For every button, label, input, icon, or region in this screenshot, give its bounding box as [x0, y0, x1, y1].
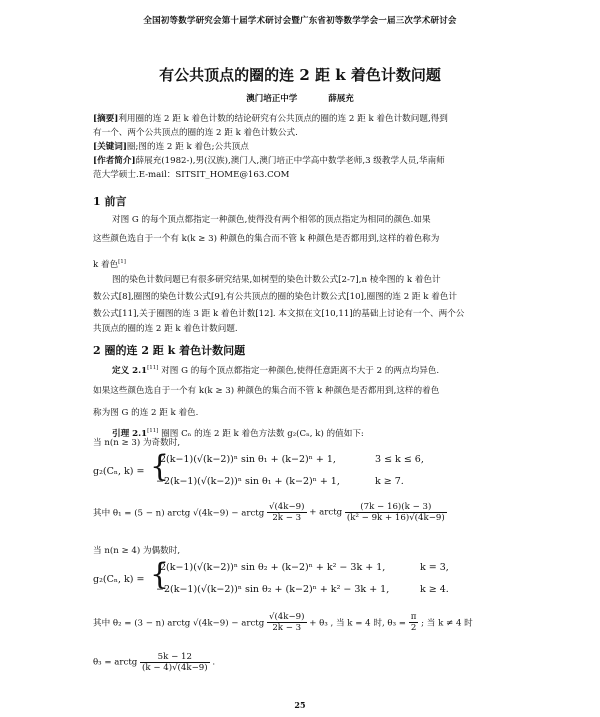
- author-affiliation: 澳门培正中学: [246, 94, 298, 104]
- lemma-label: 引理 2.1: [112, 428, 148, 439]
- theta1-frac1-den: 2k − 3: [272, 513, 302, 523]
- pi-num: π: [410, 612, 417, 622]
- k-coloring-term: k 着色: [93, 259, 119, 270]
- definition-line-1: [112, 361, 509, 378]
- paper-title: 有公共顶点的圈的连 2 距 k 着色计数问题: [159, 66, 441, 84]
- author-info-text-1: 薛展充(1982-),男(汉族),澳门人,澳门培正中学高中数学老师,3 级教学人员,华南师: [135, 156, 445, 166]
- even-formula-case-1: 2(k−1)(√(k−2))ⁿ sin θ₂ + (k−2)ⁿ + k² − 3k + 1,: [160, 562, 386, 573]
- even-case-line: 当 n(n ≥ 4) 为偶数时,: [93, 546, 181, 556]
- theta2-suffix: + θ₃ , 当 k = 4 时, θ₃ =: [309, 618, 406, 629]
- theta3-definition: θ₃ = arctg $\frac{5k - 12}{(k - 4)√(4k-9)}$ .: [93, 652, 216, 673]
- section-1-para-2-line-3: 数公式[11],关于圈图的连 3 距 k 着色计数[12]. 本文拟在文[10,11]的基础上讨论有一个、两个公: [93, 309, 465, 319]
- running-header: 全国初等数学研究会第十届学术研讨会暨广东省初等数学学会一届三次学术研讨会: [143, 16, 457, 26]
- lemma-citation: [11]: [147, 428, 159, 434]
- keywords-label: [关键词]: [93, 142, 127, 152]
- keywords-text: 圈;图的连 2 距 k 着色;公共顶点: [126, 142, 249, 152]
- theta1-prefix: 其中 θ₁ = (5 − n) arctg √(4k−9) − arctg: [93, 508, 265, 519]
- theta3-prefix: θ₃ = arctg: [93, 657, 138, 668]
- definition-line-2: 如果这些颜色选自于一个有 k(k ≥ 3) 种颜色的集合而不管 k 种颜色是否都用到,这样的着色: [93, 386, 440, 396]
- section-2-heading: 2 圈的连 2 距 k 着色计数问题: [93, 344, 246, 357]
- section-1-para-2-line-4: 共顶点的圈的连 2 距 k 着色计数问题.: [93, 324, 238, 334]
- section-1-para-1-line-1: 对图 G 的每个顶点都指定一种颜色,使得没有两个相邻的顶点指定为相同的颜色.如果: [112, 215, 431, 225]
- definition-label: 定义 2.1: [112, 365, 148, 376]
- odd-formula-case-1: 2(k−1)(√(k−2))ⁿ sin θ₁ + (k−2)ⁿ + 1,: [160, 454, 336, 465]
- author-name: 薛展充: [328, 94, 354, 104]
- odd-formula-case-2: −2(k−1)(√(k−2))ⁿ sin θ₁ + (k−2)ⁿ + 1,: [156, 476, 340, 487]
- theta2-prefix: 其中 θ₂ = (3 − n) arctg √(4k−9) − arctg: [93, 618, 265, 629]
- definition-line-3: 称为图 G 的连 2 距 k 着色.: [93, 408, 199, 418]
- author-info-label: [作者简介]: [93, 156, 136, 166]
- theta1-frac1-num: √(4k−9): [268, 502, 305, 512]
- theta1-frac2-num: (7k − 16)(k − 3): [345, 502, 447, 513]
- even-formula-cond-1: k = 3,: [420, 562, 449, 573]
- section-1-para-1-line-2: 这些颜色选自于一个有 k(k ≥ 3) 种颜色的集合而不管 k 种颜色是否都用到,这样的着色称为: [93, 234, 440, 244]
- even-formula-case-2: −2(k−1)(√(k−2))ⁿ sin θ₂ + (k−2)ⁿ + k² − 3k + 1,: [156, 584, 390, 595]
- theta1-mid: + arctg: [309, 507, 343, 518]
- even-formula-lhs: g₂(Cₙ, k) =: [93, 574, 145, 585]
- section-1-para-2-line-2: 数公式[8],圈图的染色计数公式[9],有公共顶点的圈的染色计数公式[10],圈图的连 2 距 k 着色计: [93, 292, 457, 302]
- theta1-fraction-2: [345, 502, 447, 523]
- theta3-fraction: [140, 652, 210, 673]
- theta2-fraction: [267, 612, 307, 633]
- even-formula-cond-2: k ≥ 4.: [420, 584, 449, 595]
- keywords-line: [93, 140, 509, 155]
- pi-den: 2: [410, 623, 417, 633]
- definition-citation: [11]: [147, 365, 159, 371]
- section-1-para-1-line-3: [93, 255, 509, 272]
- odd-formula-lhs: g₂(Cₙ, k) =: [93, 466, 145, 477]
- theta2-frac-den: 2k − 3: [272, 623, 302, 633]
- abstract-label: [摘要]: [93, 114, 119, 124]
- citation-1: [1]: [118, 259, 126, 265]
- abstract-line-2: 有一个、两个公共顶点的圈的连 2 距 k 着色计数公式.: [93, 128, 298, 138]
- theta3-num: 5k − 12: [140, 652, 210, 663]
- even-formula-brace: {: [150, 557, 170, 592]
- abstract-line-1: [93, 112, 509, 127]
- theta2-frac-num: √(4k−9): [268, 612, 305, 622]
- theta1-fraction-1: [267, 502, 307, 523]
- author-info-line-1: [93, 154, 509, 169]
- theta1-definition: [93, 502, 513, 523]
- abstract-text-1: 利用圈的连 2 距 k 着色计数的结论研究有公共顶点的圈的连 2 距 k 着色计数问题,得到: [118, 114, 448, 124]
- odd-formula-cond-1: 3 ≤ k ≤ 6,: [375, 454, 424, 465]
- author-line: [0, 92, 600, 104]
- odd-case-line: 当 n(n ≥ 3) 为奇数时,: [93, 438, 181, 448]
- page-number: 25: [294, 700, 306, 710]
- author-info-line-2: 范大学硕士.E-mail：SITSIT_HOME@163.COM: [93, 170, 290, 180]
- lemma-text: 圈图 Cₙ 的连 2 距 k 着色方法数 g₂(Cₙ, k) 的值如下:: [161, 428, 364, 439]
- theta3-den: (k − 4)√(4k−9): [142, 663, 208, 673]
- theta1-frac2-den: (k² − 9k + 16)√(4k−9): [346, 513, 445, 523]
- section-1-para-2-line-1: 图的染色计数问题已有很多研究结果,如树型的染色计数公式[2-7],n 棱伞图的 k 着色计: [112, 275, 441, 285]
- section-1-heading: 1 前言: [93, 195, 127, 208]
- pi-over-2-fraction: [409, 612, 419, 633]
- theta2-tail: ; 当 k ≠ 4 时: [421, 618, 473, 629]
- odd-formula-cond-2: k ≥ 7.: [375, 476, 404, 487]
- odd-formula-brace: {: [150, 449, 170, 484]
- definition-text-1: 对图 G 的每个顶点都指定一种颜色,使得任意距离不大于 2 的两点均异色.: [161, 365, 440, 376]
- theta2-definition: [93, 612, 513, 633]
